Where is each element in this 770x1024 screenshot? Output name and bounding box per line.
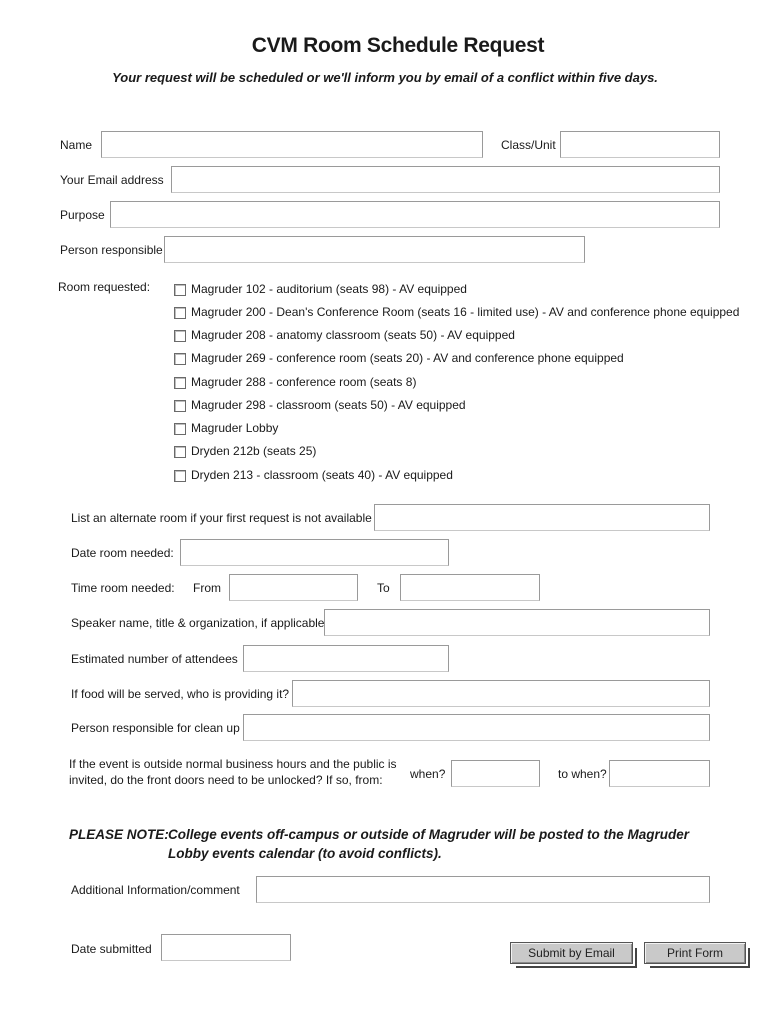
purpose-label: Purpose [60, 208, 105, 222]
room-option-label: Magruder 269 - conference room (seats 20) - AV and conference phone equipped [191, 351, 624, 365]
class-unit-label: Class/Unit [501, 138, 556, 152]
after-hours-label-line2: invited, do the front doors need to be unlocked? If so, from: [69, 773, 383, 787]
room-option-label: Magruder 298 - classroom (seats 50) - AV equipped [191, 398, 466, 412]
name-input[interactable] [101, 131, 483, 158]
room-checkbox[interactable] [174, 423, 186, 435]
room-requested-label: Room requested: [58, 280, 151, 294]
person-responsible-input[interactable] [164, 236, 585, 263]
room-checkbox[interactable] [174, 400, 186, 412]
person-responsible-label: Person responsible [60, 243, 163, 257]
submit-by-email-button[interactable]: Submit by Email [510, 942, 633, 964]
room-checkbox[interactable] [174, 377, 186, 389]
purpose-input[interactable] [110, 201, 720, 228]
time-from-input[interactable] [229, 574, 358, 601]
cleanup-label: Person responsible for clean up [71, 721, 240, 735]
room-option-label: Magruder 208 - anatomy classroom (seats 50) - AV equipped [191, 328, 515, 342]
email-label: Your Email address [60, 173, 164, 187]
room-checkbox[interactable] [174, 446, 186, 458]
cleanup-input[interactable] [243, 714, 710, 741]
date-needed-input[interactable] [180, 539, 449, 566]
alternate-room-input[interactable] [374, 504, 710, 531]
speaker-input[interactable] [324, 609, 710, 636]
speaker-label: Speaker name, title & organization, if applicable [71, 616, 325, 630]
food-input[interactable] [292, 680, 710, 707]
page-subtitle: Your request will be scheduled or we'll inform you by email of a conflict within five days. [112, 70, 658, 85]
email-input[interactable] [171, 166, 720, 193]
name-label: Name [60, 138, 93, 152]
room-option-label: Magruder Lobby [191, 421, 279, 435]
to-label: To [377, 581, 390, 595]
room-checkbox[interactable] [174, 470, 186, 482]
attendees-label: Estimated number of attendees [71, 652, 238, 666]
class-unit-input[interactable] [560, 131, 720, 158]
room-checkbox[interactable] [174, 353, 186, 365]
date-submitted-input[interactable] [161, 934, 291, 961]
note-prefix: PLEASE NOTE: [69, 827, 169, 842]
from-label: From [193, 581, 221, 595]
when-input[interactable] [451, 760, 540, 787]
time-to-input[interactable] [400, 574, 540, 601]
room-checkbox[interactable] [174, 284, 186, 296]
room-option-label: Magruder 102 - auditorium (seats 98) - AV equipped [191, 282, 467, 296]
note-line2: Lobby events calendar (to avoid conflicts). [168, 846, 442, 861]
room-option-label: Magruder 288 - conference room (seats 8) [191, 375, 417, 389]
when-label: when? [410, 767, 446, 781]
page-title: CVM Room Schedule Request [251, 34, 545, 57]
room-checkbox[interactable] [174, 330, 186, 342]
room-checkbox[interactable] [174, 307, 186, 319]
date-needed-label: Date room needed: [71, 546, 174, 560]
print-form-button[interactable]: Print Form [644, 942, 746, 964]
to-when-label: to when? [558, 767, 607, 781]
room-option-label: Magruder 200 - Dean's Conference Room (seats 16 - limited use) - AV and conference phone equipped [191, 305, 740, 319]
additional-info-input[interactable] [256, 876, 710, 903]
alternate-room-label: List an alternate room if your first request is not available [71, 511, 372, 525]
note-line1: College events off-campus or outside of Magruder will be posted to the Magruder [168, 827, 690, 842]
time-needed-label: Time room needed: [71, 581, 175, 595]
food-label: If food will be served, who is providing it? [71, 687, 290, 701]
date-submitted-label: Date submitted [71, 942, 152, 956]
to-when-input[interactable] [609, 760, 710, 787]
additional-info-label: Additional Information/comment [71, 883, 240, 897]
after-hours-label-line1: If the event is outside normal business hours and the public is [69, 757, 397, 771]
room-option-label: Dryden 213 - classroom (seats 40) - AV equipped [191, 468, 453, 482]
room-option-label: Dryden 212b (seats 25) [191, 444, 317, 458]
attendees-input[interactable] [243, 645, 449, 672]
